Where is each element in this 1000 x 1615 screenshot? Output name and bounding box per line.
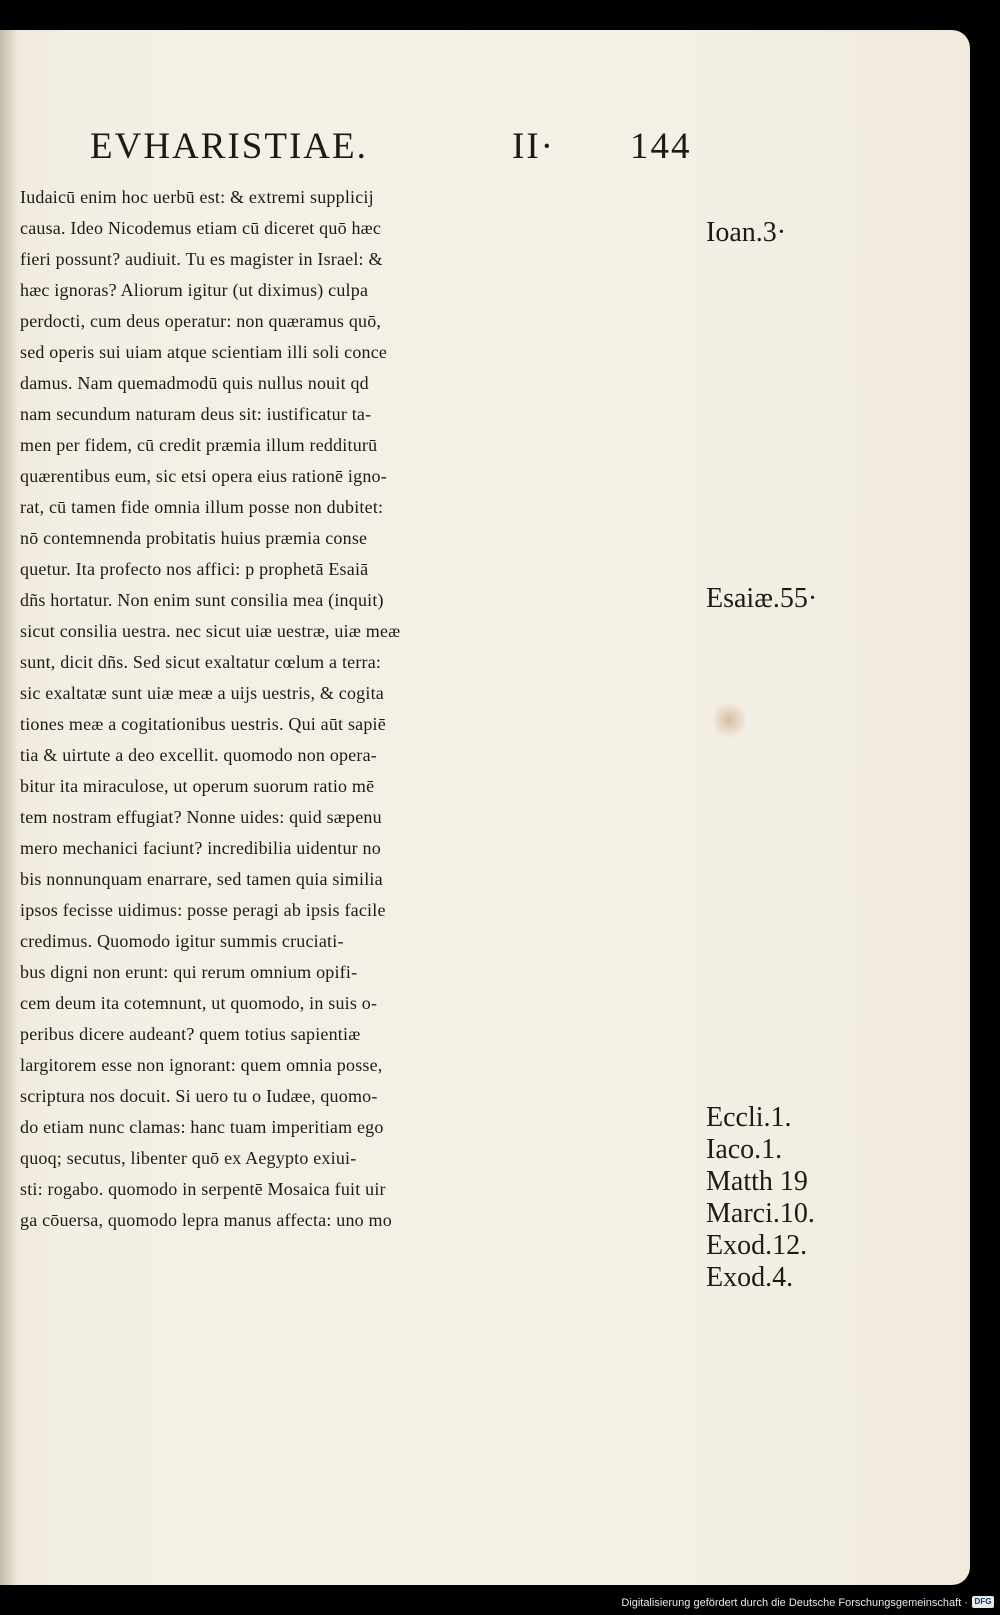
text-line: bus digni non erunt: qui rerum omnium opifi- xyxy=(20,962,358,982)
text-line: quoq; secutus, libenter quō ex Aegypto exiui- xyxy=(20,1148,357,1168)
running-title: EVHARISTIAE. xyxy=(90,126,368,167)
text-line: rat, cū tamen fide omnia illum posse non dubitet: xyxy=(20,497,384,517)
text-line: credimus. Quomodo igitur summis cruciati- xyxy=(20,931,344,951)
text-line: dñs hortatur. Non enim sunt consilia mea (inquit) xyxy=(20,590,384,610)
text-line: sic exaltatæ sunt uiæ meæ a uijs uestris, & cogita xyxy=(20,683,384,703)
digitization-credit: Digitalisierung gefördert durch die Deutsche Forschungsgemeinschaft · xyxy=(621,1597,968,1609)
gutter-shadow xyxy=(0,30,18,1585)
text-line: tia & uirtute a deo excellit. quomodo non opera- xyxy=(20,745,377,765)
margin-note: Ioan.3· xyxy=(706,217,787,248)
text-line: do etiam nunc clamas: hanc tuam imperitiam ego xyxy=(20,1117,384,1137)
margin-note: Exod.4. xyxy=(706,1262,794,1293)
paper-stain xyxy=(712,700,746,740)
text-line: hæc ignoras? Aliorum igitur (ut diximus) culpa xyxy=(20,280,369,300)
margin-note: Matth 19 xyxy=(706,1166,808,1197)
text-line: sti: rogabo. quomodo in serpentē Mosaica fuit uir xyxy=(20,1179,386,1199)
dfg-logo-icon xyxy=(972,1596,994,1608)
text-line: quærentibus eum, sic etsi opera eius rationē igno- xyxy=(20,466,387,486)
text-line: sed operis sui uiam atque scientiam illi soli conce xyxy=(20,342,388,362)
text-line: nam secundum naturam deus sit: iustificatur ta- xyxy=(20,404,372,424)
text-line: ga cōuersa, quomodo lepra manus affecta: uno mo xyxy=(20,1210,392,1230)
text-line: ipsos fecisse uidimus: posse peragi ab ipsis facile xyxy=(20,900,386,920)
text-line: tiones meæ a cogitationibus uestris. Qui aūt sapiē xyxy=(20,714,386,734)
text-line: damus. Nam quemadmodū quis nullus nouit qd xyxy=(20,373,369,393)
margin-note: Esaiæ.55· xyxy=(706,583,818,614)
margin-note: Exod.12. xyxy=(706,1230,808,1261)
text-line: Iudaicū enim hoc uerbū est: & extremi supplicij xyxy=(20,187,374,207)
text-line: cem deum ita cotemnunt, ut quomodo, in suis o- xyxy=(20,993,378,1013)
text-line: quetur. Ita profecto nos affici: p prophetā Esaiā xyxy=(20,559,369,579)
text-line: mero mechanici faciunt? incredibilia uidentur no xyxy=(20,838,381,858)
text-line: sicut consilia uestra. nec sicut uiæ uestræ, uiæ meæ xyxy=(20,621,401,641)
margin-note: Iaco.1. xyxy=(706,1134,783,1165)
text-line: tem nostram effugiat? Nonne uides: quid sæpenu xyxy=(20,807,382,827)
book-page xyxy=(0,30,970,1585)
text-line: sunt, dicit dñs. Sed sicut exaltatur cœlum a terra: xyxy=(20,652,382,672)
main-text-block xyxy=(20,182,690,1236)
margin-note: Eccli.1. xyxy=(706,1102,792,1133)
text-line: peribus dicere audeant? quem totius sapientiæ xyxy=(20,1024,361,1044)
text-line: men per fidem, cū credit præmia illum redditurū xyxy=(20,435,378,455)
text-line: scriptura nos docuit. Si uero tu o Iudæe, quomo- xyxy=(20,1086,378,1106)
text-line: largitorem esse non ignorant: quem omnia posse, xyxy=(20,1055,383,1075)
dfg-logo-text: DFG xyxy=(974,1597,992,1606)
text-line: fieri possunt? audiuit. Tu es magister in Israel: & xyxy=(20,249,383,269)
text-line: perdocti, cum deus operatur: non quæramus quō, xyxy=(20,311,382,331)
margin-note: Marci.10. xyxy=(706,1198,815,1229)
text-line: causa. Ideo Nicodemus etiam cū diceret quō hæc xyxy=(20,218,382,238)
signature-mark: II· xyxy=(512,126,555,167)
running-header xyxy=(90,125,690,175)
text-line: nō contemnenda probitatis huius præmia conse xyxy=(20,528,368,548)
text-line: bis nonnunquam enarrare, sed tamen quia similia xyxy=(20,869,383,889)
page-number: 144 xyxy=(630,126,692,167)
text-line: bitur ita miraculose, ut operum suorum ratio mē xyxy=(20,776,375,796)
